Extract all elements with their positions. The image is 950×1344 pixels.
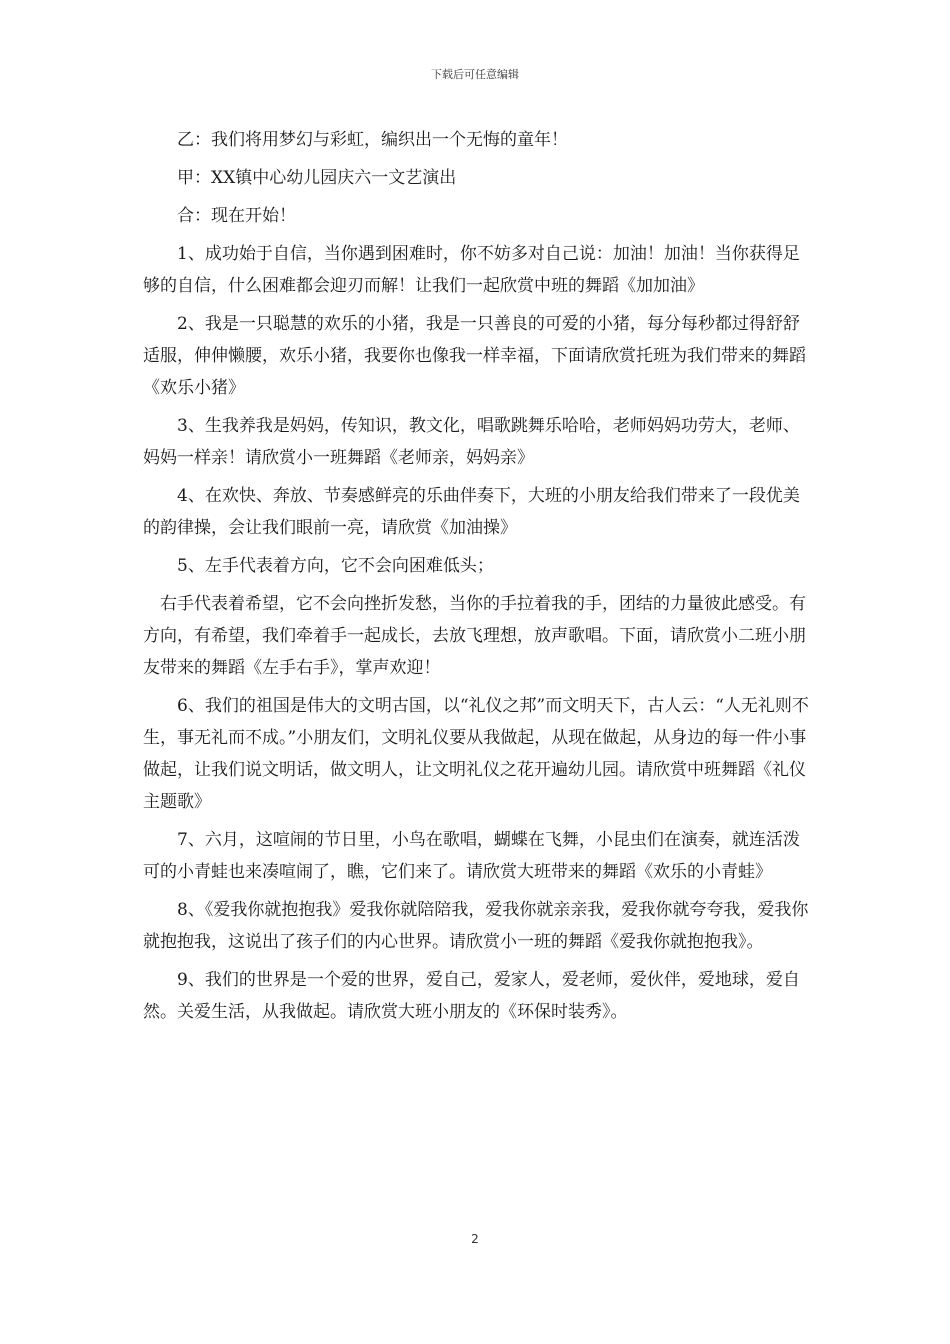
paragraph-item-1: 1、成功始于自信，当你遇到困难时，你不妨多对自己说：加油！加油！当你获得足够的自信，什么困难都会迎刃而解！让我们一起欣赏中班的舞蹈《加加油》 [143,244,800,296]
paragraph-item-7: 7、六月，这喧闹的节日里，小鸟在歌唱，蝴蝶在飞舞，小昆虫们在演奏，就连活泼可的小青蛙也来凑喧闹了，瞧，它们来了。请欣赏大班带来的舞蹈《欢乐的小青蛙》 [143,830,800,882]
paragraph-item-5-continued: 右手代表着希望，它不会向挫折发愁，当你的手拉着我的手，团结的力量彼此感受。有方向，有希望，我们牵着手一起成长，去放飞理想，放声歌唱。下面，请欣赏小二班小朋友带来的舞蹈《左手右手》，掌声欢迎！ [143,594,806,678]
paragraph-item-8: 8、《爱我你就抱抱我》爱我你就陪陪我，爱我你就亲亲我，爱我你就夸夸我，爱我你就抱抱我，这说出了孩子们的内心世界。请欣赏小一班的舞蹈《爱我你就抱抱我》。 [143,900,809,952]
page-number: 2 [471,1232,479,1246]
paragraph-item-3: 3、生我养我是妈妈，传知识，教文化，唱歌跳舞乐哈哈，老师妈妈功劳大，老师、妈妈一样亲！请欣赏小一班舞蹈《老师亲，妈妈亲》 [143,416,800,468]
paragraph-line-yi: 乙：我们将用梦幻与彩虹，编织出一个无悔的童年！ [177,130,568,150]
paragraph-item-5: 5、左手代表着方向，它不会向困难低头； [177,556,494,576]
document-body [143,124,809,1034]
paragraph-item-6: 6、我们的祖国是伟大的文明古国，以“礼仪之邦”而文明天下，古人云：“人无礼则不生，事无礼而不成。”小朋友们，文明礼仪要从我做起，从现在做起，从身边的每一件小事做起，让我们说文明话，做文明人，让文明礼仪之花开遍幼儿园。请欣赏中班舞蹈《礼仪主题歌》 [143,696,809,812]
paragraph-item-2: 2、我是一只聪慧的欢乐的小猪，我是一只善良的可爱的小猪，每分每秒都过得舒舒适服，伸伸懒腰，欢乐小猪，我要你也像我一样幸福，下面请欣赏托班为我们带来的舞蹈《欢乐小猪》 [143,314,806,398]
paragraph-item-9: 9、我们的世界是一个爱的世界，爱自己，爱家人，爱老师，爱伙伴，爱地球，爱自然。关爱生活，从我做起。请欣赏大班小朋友的《环保时装秀》。 [143,970,800,1022]
paragraph-line-jia: 甲：XX镇中心幼儿园庆六一文艺演出 [177,168,457,188]
page-header: 下载后可任意编辑 [431,68,519,81]
paragraph-line-he: 合：现在开始！ [177,206,296,226]
paragraph-item-4: 4、在欢快、奔放、节奏感鲜亮的乐曲伴奏下，大班的小朋友给我们带来了一段优美的韵律操，会让我们眼前一亮，请欣赏《加油操》 [143,486,800,538]
